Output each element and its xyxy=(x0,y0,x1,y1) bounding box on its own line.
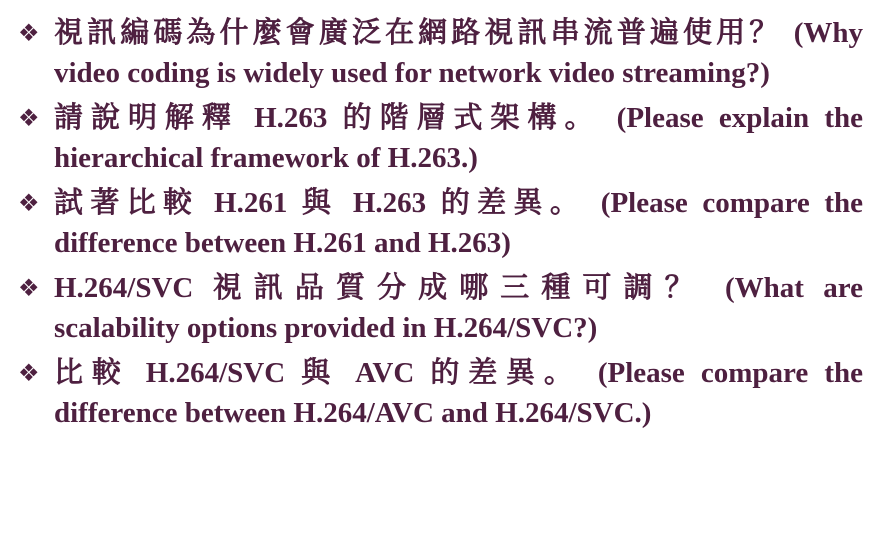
bullet-item-h263-framework xyxy=(18,98,863,178)
diamond-bullet-icon: ❖ xyxy=(18,191,40,217)
bullet-item-svc-vs-avc xyxy=(18,353,863,433)
bullet-text-line1: H.264/SVC 視訊品質分成哪三種可調？ (What are xyxy=(54,272,863,304)
bullet-item-svc-scalability xyxy=(18,268,863,348)
bullet-text-line1: 比較 H.264/SVC 與 AVC 的差異。 (Please compare the xyxy=(54,357,863,389)
bullet-item-why-video-coding xyxy=(18,13,863,93)
diamond-bullet-icon: ❖ xyxy=(18,361,40,387)
bullet-text-line2: hierarchical framework of H.263.) xyxy=(54,142,478,174)
bullet-text-line1: 試著比較 H.261 與 H.263 的差異。 (Please compare the xyxy=(54,187,863,219)
bullet-text-line1: 請說明解釋 H.263 的階層式架構。 (Please explain the xyxy=(54,102,863,134)
bullet-text-line1: 視訊編碼為什麼會廣泛在網路視訊串流普遍使用？ (Why xyxy=(54,17,863,49)
diamond-bullet-icon: ❖ xyxy=(18,276,40,302)
diamond-bullet-icon: ❖ xyxy=(18,106,40,132)
diamond-bullet-icon: ❖ xyxy=(18,21,40,47)
bullet-text-line2: difference between H.261 and H.263) xyxy=(54,227,511,259)
bullet-text-line2: difference between H.264/AVC and H.264/SVC.) xyxy=(54,397,652,429)
bullet-item-h261-vs-h263 xyxy=(18,183,863,263)
bullet-text-line2: scalability options provided in H.264/SVC?) xyxy=(54,312,598,344)
bullet-text-line2: video coding is widely used for network video streaming?) xyxy=(54,57,770,89)
